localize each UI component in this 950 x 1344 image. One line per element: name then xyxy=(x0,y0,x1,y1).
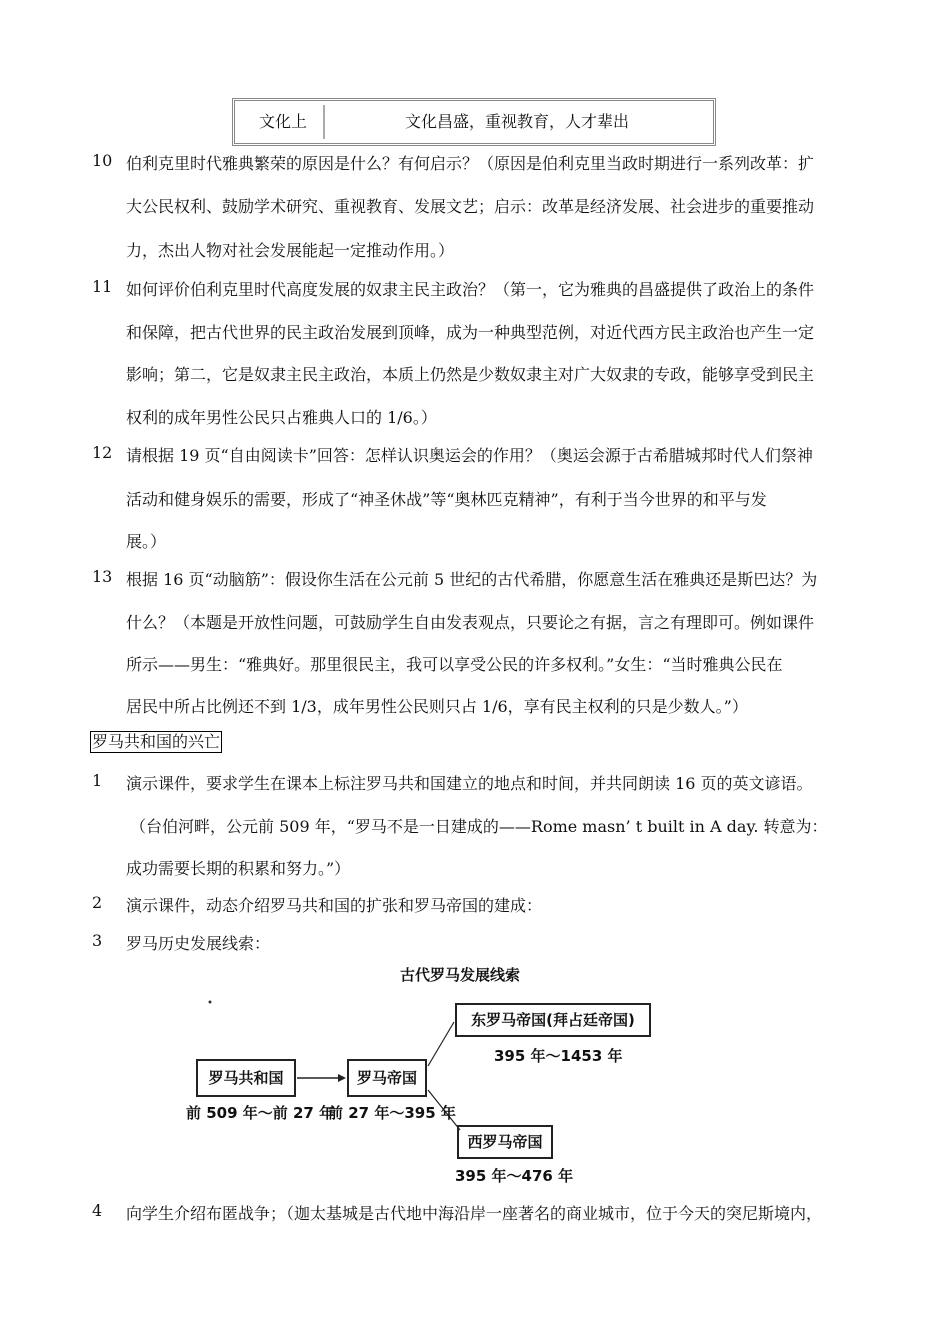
roman-empire-years: 前 27 年～395 年 xyxy=(328,1104,456,1122)
item-number: 12 xyxy=(92,443,113,462)
west-rome-years: 395 年～476 年 xyxy=(455,1167,574,1185)
item-text-line: 伯利克里时代雅典繁荣的原因是什么？有何启示？（原因是伯利克里当政时期进行一系列改革：扩 xyxy=(126,154,815,173)
item-text-line: 居民中所占比例还不到 1/3，成年男性公民则只占 1/6，享有民主权利的只是少数人。”） xyxy=(126,697,748,716)
item-text-line: 如何评价伯利克里时代高度发展的奴隶主民主政治？（第一，它为雅典的昌盛提供了政治上的条件 xyxy=(126,280,815,299)
east-rome-label: 东罗马帝国(拜占廷帝国) xyxy=(471,1011,635,1029)
item-text-line: 所示——男生：“雅典好。那里很民主，我可以享受公民的许多权利。”女生：“当时雅典公民在 xyxy=(126,655,783,674)
roman-empire-label: 罗马帝国 xyxy=(356,1069,417,1087)
item-text-line: 和保障，把古代世界的民主政治发展到顶峰，成为一种典型范例，对近代西方民主政治也产生一定 xyxy=(126,323,815,342)
rome-history-diagram xyxy=(182,962,662,1186)
item-text-line: （台伯河畔，公元前 509 年，“罗马不是一日建成的——Rome masn’ t built in A day. 转意为： xyxy=(130,817,828,836)
diagram-arrows xyxy=(182,962,662,1186)
item-text-line: 向学生介绍布匿战争；（迦太基城是古代地中海沿岸一座著名的商业城市，位于今天的突尼斯境内， xyxy=(126,1204,823,1223)
item-text-line: 活动和健身娱乐的需要，形成了“神圣休战”等“奥林匹克精神”，有利于当今世界的和平与发 xyxy=(126,490,767,509)
item-text-line: 影响；第二，它是奴隶主民主政治，本质上仍然是少数奴隶主对广大奴隶的专政，能够享受到民主 xyxy=(126,365,815,384)
item-number: 11 xyxy=(92,277,113,296)
line-to-east xyxy=(428,1022,454,1066)
diagram-title: 古代罗马发展线索 xyxy=(400,966,521,984)
item-text-line: 罗马历史发展线索： xyxy=(126,934,271,953)
table-cell-category: 文化上 xyxy=(243,105,325,139)
item-text-line: 请根据 19 页“自由阅读卡”回答：怎样认识奥运会的作用？（奥运会源于古希腊城邦时代人们祭神 xyxy=(126,446,813,465)
item-number: 13 xyxy=(92,567,113,586)
item-number: 3 xyxy=(92,931,103,950)
item-text-line: 大公民权利、鼓励学术研究、重视教育、发展文艺；启示：改革是经济发展、社会进步的重要推动 xyxy=(126,197,815,216)
item-number: 1 xyxy=(92,771,103,790)
item-number: 2 xyxy=(92,893,103,912)
item-number: 4 xyxy=(92,1201,103,1220)
diagram-dot xyxy=(209,1001,212,1004)
section-heading: 罗马共和国的兴亡 xyxy=(92,732,221,751)
item-number: 10 xyxy=(92,151,113,170)
arrow-head xyxy=(338,1074,346,1082)
item-text-line: 成功需要长期的积累和努力。”） xyxy=(126,859,351,878)
west-rome-box xyxy=(457,1125,553,1159)
item-text-line: 根据 16 页“动脑筋”：假设你生活在公元前 5 世纪的古代希腊，你愿意生活在雅典还是斯巴达？为 xyxy=(126,570,818,589)
item-text-line: 力，杰出人物对社会发展能起一定推动作用。） xyxy=(126,241,455,260)
west-rome-label: 西罗马帝国 xyxy=(467,1133,543,1151)
item-text-line: 展。） xyxy=(126,532,167,551)
culture-table xyxy=(232,98,716,146)
item-text-line: 演示课件，要求学生在课本上标注罗马共和国建立的地点和时间，并共同朗读 16 页的英文谚语。 xyxy=(126,774,813,793)
item-text-line: 什么？（本题是开放性问题，可鼓励学生自由发表观点，只要论之有据，言之有理即可。例如课件 xyxy=(126,613,815,632)
item-text-line: 权利的成年男性公民只占雅典人口的 1/6。） xyxy=(126,408,437,427)
roman-republic-label: 罗马共和国 xyxy=(208,1069,284,1087)
item-text-line: 演示课件，动态介绍罗马共和国的扩张和罗马帝国的建成： xyxy=(126,896,543,915)
roman-republic-years: 前 509 年～前 27 年 xyxy=(186,1104,335,1122)
east-rome-years: 395 年～1453 年 xyxy=(494,1047,623,1065)
table-cell-content: 文化昌盛，重视教育，人才辈出 xyxy=(404,112,629,131)
